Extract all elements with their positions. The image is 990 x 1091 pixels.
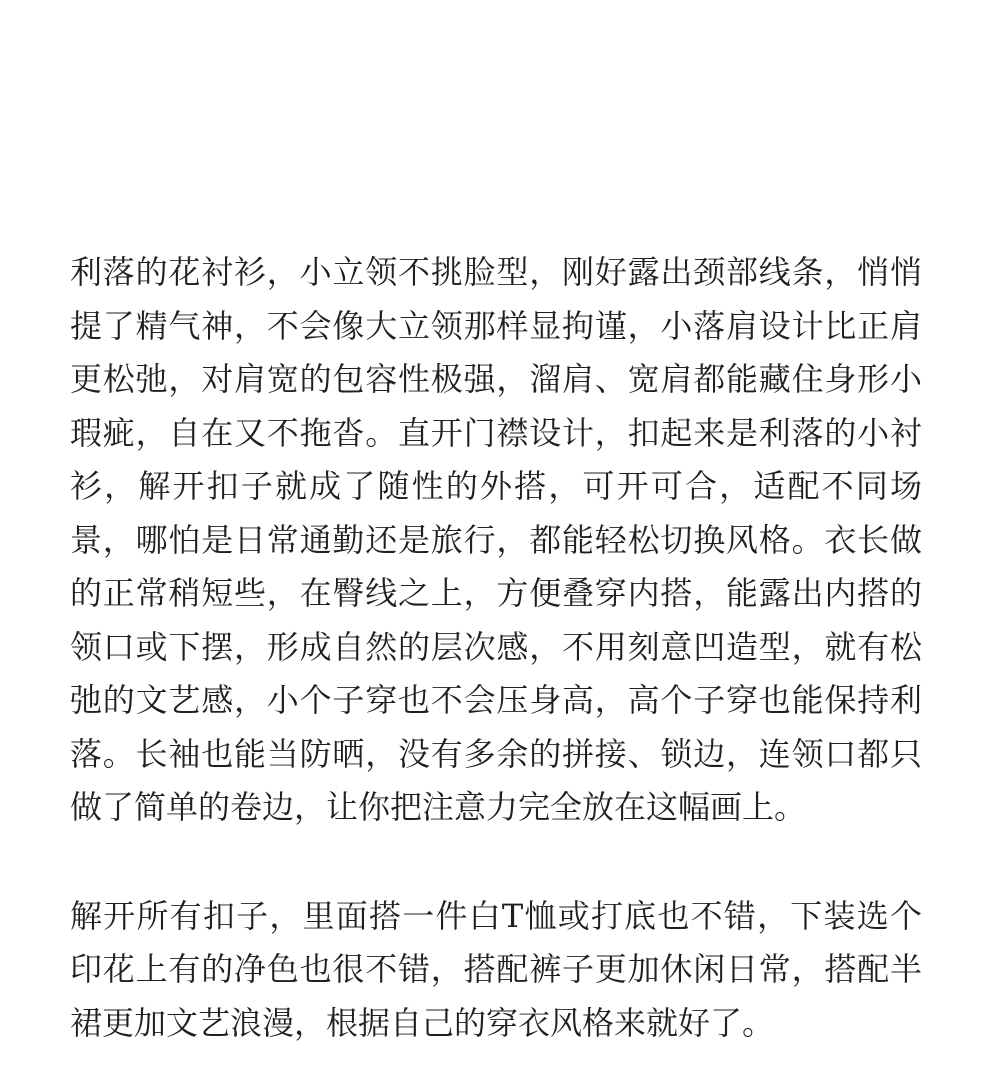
paragraph-shirt-design: 利落的花衬衫，小立领不挑脸型，刚好露出颈部线条，悄悄提了精气神，不会像大立领那样显拘谨，小落肩设计比正肩更松弛，对肩宽的包容性极强，溜肩、宽肩都能藏住身形小瑕疵，自在又不拖沓。直开门襟设计，扣起来是利落的小衬衫，解开扣子就成了随性的外搭，可开可合，适配不同场景，哪怕是日常通勤还是旅行，都能轻松切换风格。衣长做的正常稍短些，在臀线之上，方便叠穿内搭，能露出内搭的领口或下摆，形成自然的层次感，不用刻意凹造型，就有松弛的文艺感，小个子穿也不会压身高，高个子穿也能保持利落。长袖也能当防晒，没有多余的拼接、锁边，连领口都只做了简单的卷边，让你把注意力完全放在这幅画上。 <box>70 253 922 826</box>
article-body <box>70 246 922 1050</box>
paragraph-styling-tips: 解开所有扣子，里面搭一件白T恤或打底也不错，下装选个印花上有的净色也很不错，搭配裤子更加休闲日常，搭配半裙更加文艺浪漫，根据自己的穿衣风格来就好了。 <box>70 896 922 1042</box>
